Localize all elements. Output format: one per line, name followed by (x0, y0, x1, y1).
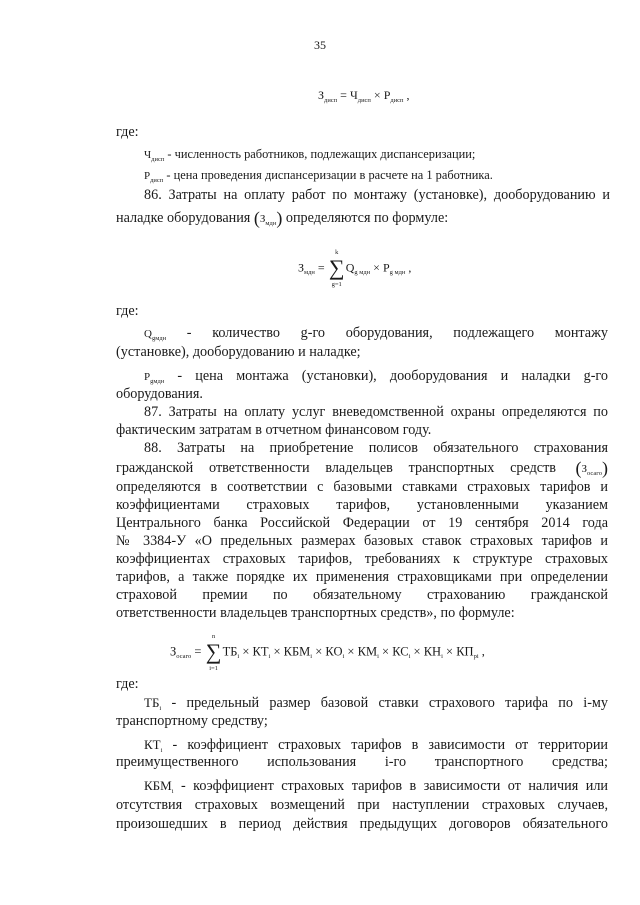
var-definition: $Q_{gмдн}$ - количество g-го оборудования, подлежащего монтажу (144, 325, 608, 342)
paragraph-87-cont: фактическим затратам в отчетном финансовом году. (116, 422, 432, 438)
var-definition-cont: преимущественного использования i-го транспортного средства; (116, 754, 608, 770)
var-definition: $ТБ_i$ - предельный размер базовой ставки страхового тарифа по i-му (144, 695, 608, 712)
var-definition: $КБМ_i$ - коэффициент страховых тарифов в зависимости от наличия или (144, 778, 608, 795)
formula-punct: , (403, 88, 410, 102)
formula-subscript: дисп (390, 97, 404, 104)
formula-operator: × (370, 88, 384, 102)
paragraph-88-line: определяются в соответствии с базовыми ставками страховых тарифов и (116, 479, 608, 495)
paragraph-88: 88. Затраты на приобретение полисов обязательного страхования (144, 440, 608, 456)
paragraph-88-line: коэффициентах страховых тарифов, требованиях к структуре страховых (116, 551, 608, 567)
sum-sign: k ∑ g=1 (328, 249, 345, 288)
paragraph-88-line: страховой премии по обязательному страхованию гражданской (116, 587, 608, 603)
var-definition-cont: произошедших в период действия предыдущих договоров обязательного (116, 816, 608, 832)
paragraph-88-line: № 3384-У «О предельных размерах базовых ставок страховых тарифов и (116, 533, 608, 549)
var-definition: $Р_{дисп}$ - цена проведения диспансеризации в расчете на 1 работника. (144, 168, 493, 184)
paragraph-87: 87. Затраты на оплату услуг вневедомственной охраны определяются по (144, 404, 608, 420)
var-definition-cont: оборудования. (116, 386, 203, 402)
formula-symbol: Ч (349, 88, 358, 102)
var-definition-cont: (установке), дооборудованию и наладке; (116, 344, 361, 360)
where-label: где: (116, 676, 139, 692)
formula-subscript: дисп (324, 97, 338, 104)
page-number: 35 (314, 38, 326, 52)
paragraph-88-line2: гражданской ответственности владельцев транспортных средств $(З_{осаго})$ (116, 458, 608, 479)
paragraph-88-line: ответственности владельцев транспортных средств», по формуле: (116, 605, 515, 621)
sum-sign: n ∑ i=1 (205, 633, 222, 672)
paragraph-88-line: Центрального банка Российской Федерации от 19 сентября 2014 года (116, 515, 608, 531)
var-definition-cont: транспортному средству; (116, 713, 268, 729)
where-label: где: (116, 303, 139, 319)
formula-operator: = (337, 88, 350, 102)
paragraph-88-line: коэффициентами страховых тарифов, установленными указанием (116, 497, 608, 513)
formula-mdn: $З_{мдн}$ = k ∑ g=1 $Q_{g мдн} \times P_{g мдн}$ , (298, 249, 412, 288)
var-definition: $КТ_i$ - коэффициент страховых тарифов в зависимости от территории (144, 737, 608, 754)
where-label: где: (116, 124, 139, 140)
formula-subscript: дисп (357, 97, 371, 104)
var-definition-cont: отсутствия страховых возмещений при наступлении страховых случаев, (116, 797, 608, 813)
paragraph-86: 86. Затраты на оплату работ по монтажу (установке), дооборудованию и (144, 187, 610, 203)
var-definition: $Ч_{дисп}$ - численность работников, подлежащих диспансеризации; (144, 147, 476, 163)
formula-symbol: Р (383, 88, 391, 102)
paragraph-86-cont: наладке оборудования $(З_{мдн})$ определяются по формуле: (116, 208, 449, 229)
formula-osago: $З_{осаго}$ = n ∑ i=1 $ТБ_i \times КТ_i \times КБМ_i \times КО_i \times КМ_i \times КС_i \times КН_i \times КП_{pi}$ , (170, 633, 485, 672)
var-definition: $P_{gмдн}$ - цена монтажа (установки), дооборудования и наладки g-го (144, 368, 608, 385)
formula-disp (318, 88, 410, 103)
formula-symbol: З (318, 88, 325, 102)
paragraph-88-line: тарифов, а также порядке их применения страховщиками при определении (116, 569, 608, 585)
